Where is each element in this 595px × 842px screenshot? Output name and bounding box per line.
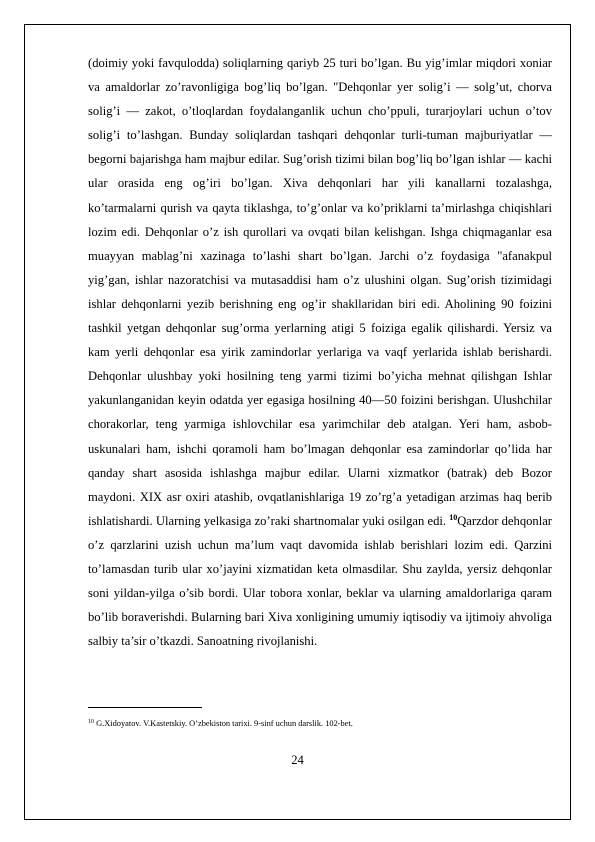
page-number: 24 [291,753,304,767]
footnote-separator [88,707,202,708]
footnote [88,718,552,730]
body-paragraph [88,51,552,653]
footnote-text: G.Xidoyatov. V.Kastetskiy. O’zbekiston tarixi. 9-sinf uchun darslik. 102-bet. [94,719,353,728]
body-text-part-2: Qarzdor dehqonlar o’z qarzlarini uzish uchun ma’lum vaqt davomida ishlab berishlari lozim edi. Qarzini to’lamasdan turib ular xo’jayini xizmatidan keta olmasdilar. Shu zaylda, yersiz dehqonlar soni yildan-yilga o’sib bordi. Ular tobora xonlar, beklar va ularning amaldorlariga qaram bo’lib boraverishdi. Bularning bari Xiva xonligining umumiy iqtisodiy va ijtimoiy ahvoliga salbiy ta’sir o’tkazdi. Sanoatning rivojlanishi. [88,513,552,649]
footnote-reference: 10 [449,512,458,522]
footnote-number: 10 [88,719,94,725]
body-text-part-1: (doimiy yoki favqulodda) soliqlarning qariyb 25 turi bo’lgan. Bu yig’imlar miqdori xoniar va amaldorlar zo’ravonligiga bog’liq bo’lgan. "Dehqonlar yer solig’i — solg’ut, chorva solig’i — zakot, o’tloqlardan foydalanganlik uchun cho’ppuli, turarjoylari uchun o’tov solig’i to’lashgan. Bunday soliqlardan tashqari dehqonlar turli-tuman majburiyatlar — begorni bajarishga ham majbur edilar. Sug’orish tizimi bilan bog’liq bo’lgan ishlar — kachi ular orasida eng og’iri bo’lgan. Xiva dehqonlari har yili kanallarni tozalashga, ko’tarmalarni qurish va qayta tiklashga, to’g’onlar va ko’priklarni ta’mirlashga chiqishlari lozim edi. Dehqonlar o’z ish qurollari va ovqati bilan kelishgan. Ishga chiqmaganlar esa muayyan mablag’ni xazinaga to’lashi shart bo’lgan. Jarchi o’z foydasiga "afanakpul yig’gan, ishlar nazoratchisi va mutasaddisi ham o’z ulushini olgan. Sug’orish tizimidagi ishlar dehqonlarni yezib berishning eng og’ir shakllaridan biri edi. Aholining 90 foizini tashkil yetgan dehqonlar sug’orma yerlarning atigi 5 foiziga egalik qilishardi. Yersiz va kam yerli dehqonlar esa yirik zamindorlar yerlariga va vaqf yerlarida ishlab berishardi. Dehqonlar ulushbay yoki hosilning teng yarmi tizimi bo’yicha mehnat qilishgan Ishlar yakunlanganidan keyin odatda yer egasiga hosilning 40—50 foizini berishgan. Ulushchilar chorakorlar, teng yarmiga ishlovchilar esa yarimchilar deb atalgan. Yeri ham, asbob-uskunalari ham, ishchi qoramoli ham bo’lmagan dehqonlar esa zamindorlar qo’lida har qanday shart asosida ishlashga majbur edilar. Ularni xizmatkor (batrak) deb Bozor maydoni. XIX asr oxiri atashib, ovqatlanishlariga 19 zo’rg’a yetadigan arzimas haq berib ishlatishardi. Ularning yelkasiga zo’raki shartnomalar yuki osilgan edi. [88,56,552,528]
